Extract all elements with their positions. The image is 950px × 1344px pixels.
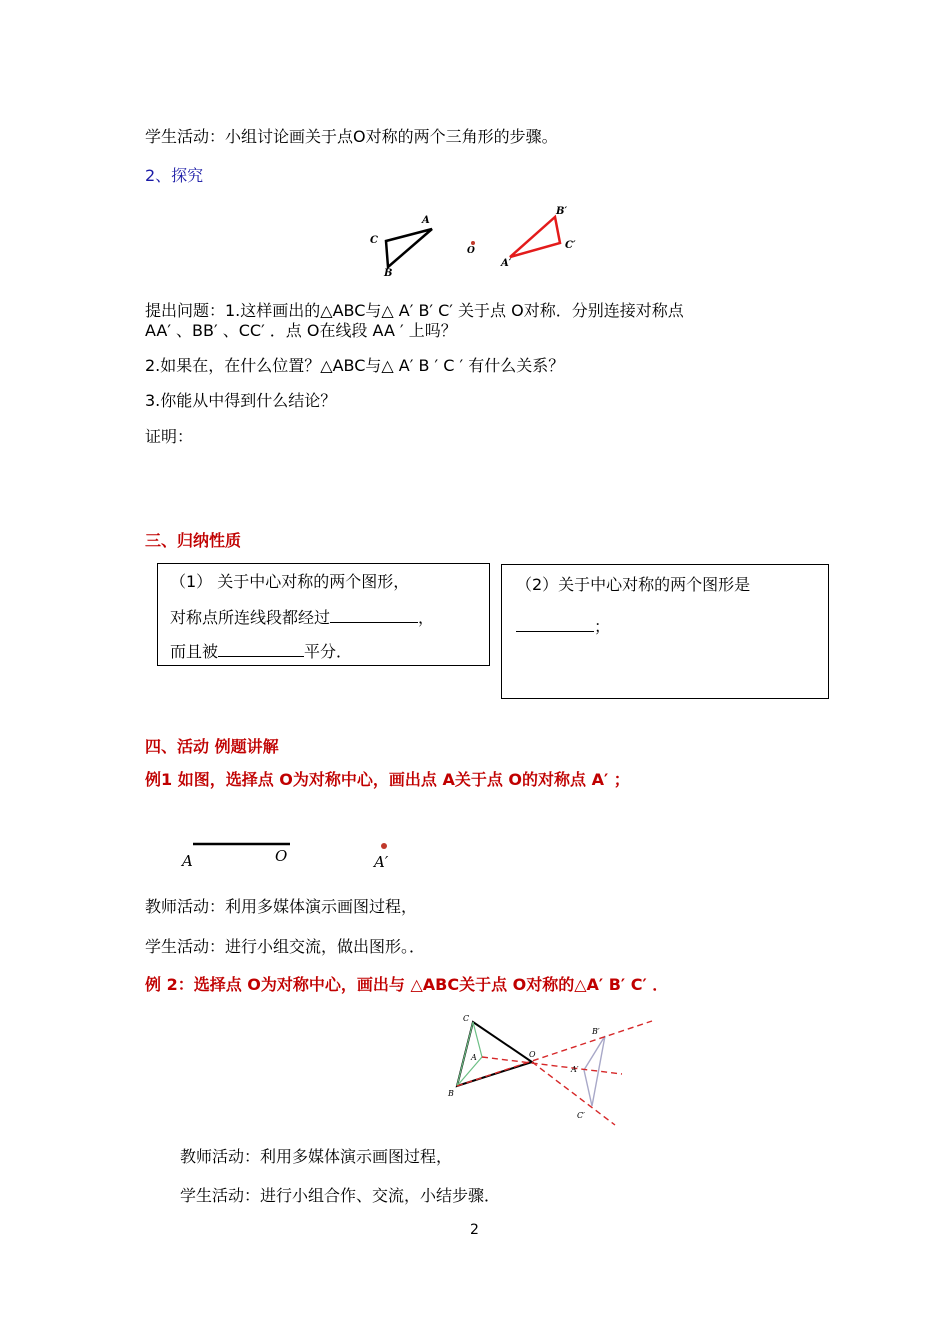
label-b-prime: B′ <box>556 206 568 217</box>
page-number: 2 <box>470 1222 479 1238</box>
box1-line-3 <box>170 642 352 662</box>
point-o <box>471 241 475 245</box>
property-box-1 <box>157 563 490 666</box>
heading-explore: 2、探究 <box>145 166 204 185</box>
student-activity-2: 学生活动：进行小组交流，做出图形。． <box>145 937 426 956</box>
label-c: C <box>463 1014 470 1023</box>
label-a-prime: A′ <box>501 258 512 269</box>
box1-line-3-text: 而且被 <box>170 642 219 661</box>
label-a: A <box>182 852 193 870</box>
point-a-prime <box>381 843 387 849</box>
figure-point-symmetry <box>170 832 410 877</box>
answer-blank-bisect[interactable] <box>218 642 304 657</box>
question-3: 3.你能从中得到什么结论？ <box>145 391 337 410</box>
box2-line-2 <box>516 617 610 637</box>
property-box-2 <box>501 564 829 699</box>
label-a: A <box>471 1053 477 1062</box>
box1-line-3-end: 平分． <box>304 642 353 661</box>
figure-symmetric-triangles <box>360 200 600 280</box>
label-c: C <box>370 235 378 246</box>
figure-triangle-construction <box>440 1010 660 1135</box>
label-b: B <box>384 268 393 279</box>
teacher-activity-1: 教师活动：利用多媒体演示画图过程， <box>145 897 418 916</box>
proof-label: 证明： <box>145 427 194 446</box>
answer-blank-congruent[interactable] <box>516 617 594 632</box>
teacher-activity-2: 教师活动：利用多媒体演示画图过程， <box>180 1147 453 1166</box>
box1-line-2-end: ， <box>418 608 435 627</box>
answer-blank-center[interactable] <box>330 608 418 623</box>
triangle-abc-outline-green <box>457 1022 482 1086</box>
question-1-line-2: AA′ 、BB′ 、CC′ ．点 O在线段 AA ′ 上吗？ <box>145 321 457 340</box>
label-b: B <box>448 1089 454 1098</box>
question-2: 2.如果在，在什么位置？△ABC与△ A′ B ′ C ′ 有什么关系？ <box>145 356 565 375</box>
box1-line-2 <box>170 608 434 628</box>
question-1-line-1: 提出问题：1.这样画出的△ABC与△ A′ B′ C′ 关于点 O对称．分别连接对称点 <box>145 301 684 320</box>
box2-line-2-end: ； <box>594 617 611 636</box>
label-a: A <box>422 215 430 226</box>
label-a-prime: A′ <box>571 1065 579 1074</box>
triangle-abc <box>457 1022 532 1086</box>
box1-line-2-text: 对称点所连线段都经过 <box>170 608 331 627</box>
student-activity-1: 学生活动：小组讨论画关于点O对称的两个三角形的步骤。 <box>145 127 558 146</box>
label-a-prime: A′ <box>374 853 389 871</box>
example-2: 例 2：选择点 O为对称中心，画出与 △ABC关于点 O对称的△A′ B′ C′ ． <box>145 975 669 994</box>
label-o: O <box>467 246 475 256</box>
box1-line-1: （1） 关于中心对称的两个图形， <box>170 572 410 591</box>
box2-line-1: （2）关于中心对称的两个图形是 <box>516 575 751 594</box>
student-activity-3: 学生活动：进行小组合作、交流，小结步骤． <box>180 1186 501 1205</box>
label-b-prime: B′ <box>592 1027 600 1036</box>
label-c-prime: C′ <box>565 240 576 251</box>
heading-activity: 四、活动 例题讲解 <box>145 737 279 756</box>
triangle-abc <box>386 229 432 267</box>
label-c-prime: C′ <box>577 1111 585 1120</box>
heading-properties: 三、归纳性质 <box>145 531 242 550</box>
example-1: 例1 如图，选择点 O为对称中心，画出点 A关于点 O的对称点 A′ ； <box>145 770 630 789</box>
label-o: O <box>529 1050 536 1059</box>
label-o: O <box>275 847 288 865</box>
triangle-a2b2c2 <box>510 217 560 257</box>
